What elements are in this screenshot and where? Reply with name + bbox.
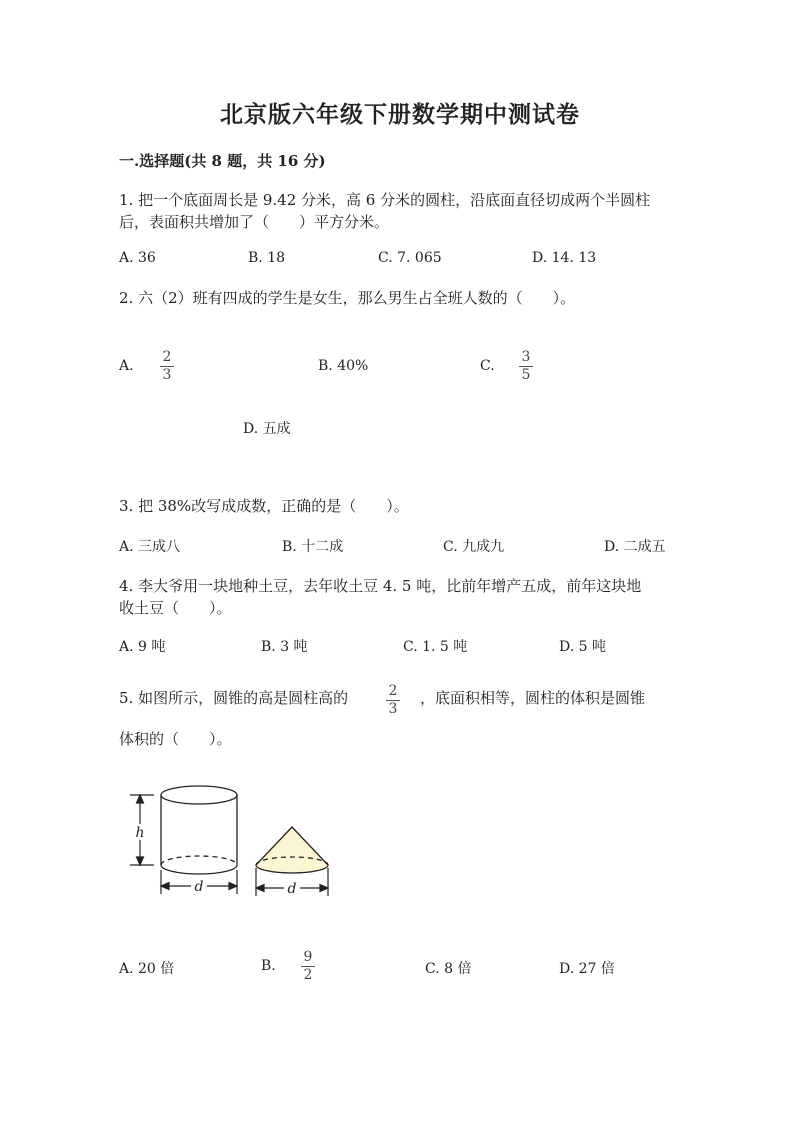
question-5-option-d: D. 27 倍 [559,961,615,977]
fraction-numerator: 3 [521,349,531,365]
fraction-denominator: 2 [303,967,313,983]
question-4-line-2: 收土豆（ ）。 [119,599,232,617]
cylinder-diameter-label: d [194,879,204,895]
question-5-option-b-fraction [301,950,315,983]
question-3-option-c: C. 九成九 [443,539,505,555]
question-2-option-c-fraction [519,350,533,383]
page-title: 北京版六年级下册数学期中测试卷 [220,101,580,128]
question-2-option-a-fraction [160,350,174,383]
question-5-option-b-label: B. [261,958,276,974]
question-4-option-c: C. 1. 5 吨 [403,639,468,655]
question-5-line-1b: ，底面积相等，圆柱的体积是圆锥 [420,689,646,707]
question-5-fraction [386,684,400,717]
cylinder-shape [161,786,237,874]
question-5-line-1a: 5. 如图所示，圆锥的高是圆柱高的 [119,689,349,707]
fraction-numerator: 2 [388,683,398,699]
question-3-option-b: B. 十二成 [282,539,344,555]
cone-shape [256,827,328,873]
question-3-option-d: D. 二成五 [604,539,666,555]
fraction-numerator: 2 [162,349,172,365]
question-4-line-1: 4. 李大爷用一块地种土豆，去年收土豆 4. 5 吨，比前年增产五成，前年这块地 [119,577,642,595]
question-2-option-b: B. 40% [318,358,369,374]
question-5-option-a: A. 20 倍 [119,961,175,977]
question-1-line-2: 后，表面积共增加了（ ）平方分米。 [119,213,390,231]
fraction-denominator: 5 [521,367,531,383]
question-5-option-c: C. 8 倍 [425,961,472,977]
question-1-option-d: D. 14. 13 [532,250,597,266]
question-4-option-d: D. 5 吨 [559,639,606,655]
question-1-option-a: A. 36 [119,250,156,266]
question-4-option-a: A. 9 吨 [119,639,166,655]
question-1-option-b: B. 18 [248,250,286,266]
question-1-option-c: C. 7. 065 [378,250,442,266]
section-heading: 一.选择题(共 8 题，共 16 分) [119,152,326,170]
question-2-line-1: 2. 六（2）班有四成的学生是女生，那么男生占全班人数的（ ）。 [119,289,576,307]
fraction-denominator: 3 [388,701,398,717]
cone-diameter-label: d [287,881,297,897]
question-3-line-1: 3. 把 38%改写成成数，正确的是（ ）。 [119,497,409,515]
question-3-option-a: A. 三成八 [119,539,181,555]
height-label: h [135,825,145,841]
question-1-line-1: 1. 把一个底面周长是 9.42 分米，高 6 分米的圆柱，沿底面直径切成两个半圆柱 [119,191,651,209]
question-2-option-a-label: A. [119,358,134,374]
fraction-numerator: 9 [303,949,313,965]
fraction-denominator: 3 [162,367,172,383]
question-2-option-c-label: C. [480,358,495,374]
question-2-option-d: D. 五成 [243,421,291,437]
question-5-line-2: 体积的（ ）。 [119,730,232,748]
question-4-option-b: B. 3 吨 [261,639,308,655]
cylinder-cone-figure [118,776,348,906]
